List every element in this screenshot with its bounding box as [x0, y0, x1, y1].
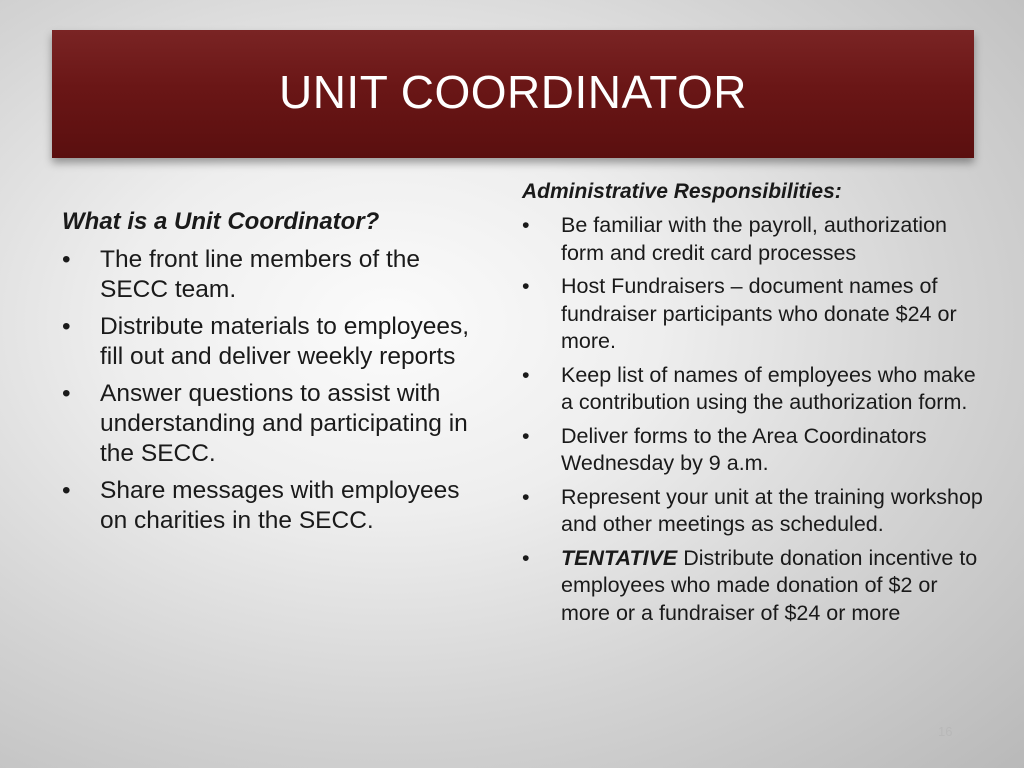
tentative-label: TENTATIVE [561, 545, 678, 570]
bullet-icon: • [522, 423, 530, 448]
list-item-text: Distribute materials to employees, fill out and deliver weekly reports [100, 313, 470, 370]
bullet-icon: • [522, 484, 530, 509]
list-item [62, 312, 482, 372]
right-heading: Administrative Responsibilities: [522, 180, 842, 203]
list-item-text: Share messages with employees on charities in the SECC. [100, 477, 460, 534]
list-item [62, 476, 482, 536]
list-item [62, 379, 482, 469]
list-item [522, 273, 992, 356]
list-item-text: Distribute donation incentive to employees who made donation of $2 or more or a fundraiser of $24 or more [561, 545, 978, 625]
list-item-text: Host Fundraisers – document names of fundraiser participants who donate $24 or more. [561, 274, 957, 353]
list-item-text: Be familiar with the payroll, authorization form and credit card processes [561, 213, 947, 265]
list-item [522, 362, 992, 417]
left-column [62, 206, 482, 536]
bullet-icon: • [62, 246, 71, 273]
list-item-text: Keep list of names of employees who make a contribution using the authorization form. [561, 362, 976, 414]
page-number: 16 [938, 724, 953, 739]
bullet-icon: • [62, 477, 71, 504]
title-banner [52, 30, 974, 158]
left-bullet-list [62, 245, 482, 536]
bullet-icon: • [522, 274, 530, 298]
right-column [522, 177, 992, 627]
left-heading: What is a Unit Coordinator? [62, 208, 380, 235]
bullet-icon: • [62, 313, 71, 340]
list-item [522, 545, 992, 628]
bullet-icon: • [522, 362, 530, 387]
bullet-icon: • [522, 545, 530, 570]
bullet-icon: • [522, 213, 530, 237]
list-item-text: Represent your unit at the training workshop and other meetings as scheduled. [561, 484, 983, 536]
slide-title: UNIT COORDINATOR [278, 66, 748, 118]
list-item [522, 484, 992, 539]
bullet-icon: • [62, 380, 71, 407]
list-item-text: Answer questions to assist with understanding and participating in the SECC. [100, 380, 468, 467]
list-item [522, 423, 992, 478]
right-bullet-list [522, 212, 992, 627]
list-item-text: The front line members of the SECC team. [100, 246, 421, 303]
list-item-text: Deliver forms to the Area Coordinators Wednesday by 9 a.m. [561, 423, 927, 475]
list-item [62, 245, 482, 305]
list-item [522, 212, 992, 267]
